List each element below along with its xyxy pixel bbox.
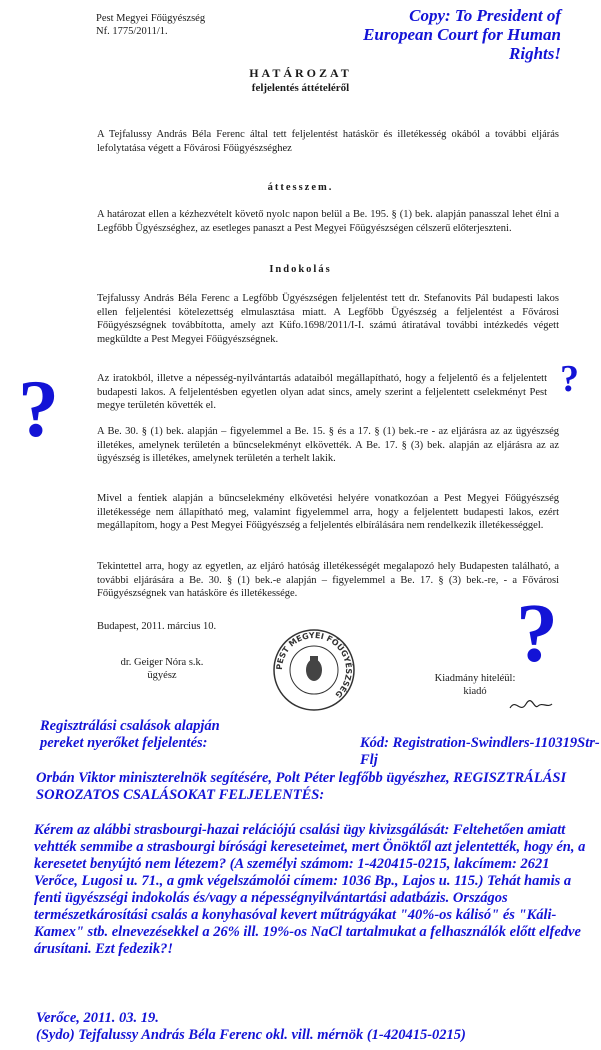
reference-number: Nf. 1775/2011/1. [96, 26, 168, 37]
blue-line2: pereket nyerőket feljelentés: [40, 735, 208, 751]
copy-note: Copy: To President of European Court for Human Rights! [363, 6, 561, 63]
question-mark-left: ? [18, 363, 59, 454]
blue-addressee: Orbán Viktor miniszterelnök segítésére, Polt Péter legfőbb ügyészhez, REGISZTRÁLÁSI SOROZATOS CSALÁSOKAT FELJELENTÉS: [36, 770, 567, 803]
stamp-text: PEST MEGYEI FŐÜGYÉSZSÉG [274, 630, 354, 700]
blue-body: Kérem az alábbi strasbourgi-hazai relációjú csalási ügy kivizsgálását: Feltehetően amiatt vehtték semmibe a strasbourgi bírósági kereseteimet, mert Önöktől azt jelentették, hogy én, a keresetet benyújtó nem létezem? (A személyi számom: 1-420415-0215, lakcímem: 2621 Verőce, Lugosi u. 71., a gmk végelszámolói címem: 1036 Bp., Lajos u. 115.) Tehát hamis a fenti ügyészségi indokolás és/vagy a népességnyilvántartási adatbázis. Országos természetkárosítási csalás a konyhasóval kevert műtrágyákat "40%-os kálisó" és "Káli-Kamex" stb. elnevezésekkel a 26% ill. 19%-os NaCl tartalmukat a felhasználók előtt elfedve árusítani. Ezt fedezik?! [34, 822, 586, 957]
org-name: Pest Megyei Főügyészség [96, 13, 206, 24]
blue-code: Kód: Registration-Swindlers-110319Str-Flj [360, 735, 600, 768]
section-indokolas: Indokolás [269, 264, 332, 275]
blue-line1: Regisztrálási csalások alapján [40, 718, 220, 734]
certified-line1: Kiadmány hiteléül: [434, 673, 516, 684]
appeal-paragraph: A határozat ellen a kézhezvételt követő nyolc napon belül a Be. 195. § (1) bek. alapján panasszal lehet élni a Legfőbb Ügyészséghez, az esetleges panaszt a Pest Megyei Főügyészségen célszerű előterjeszteni. [97, 209, 559, 234]
document-subtitle: feljelentés áttételéről [251, 82, 350, 94]
handwritten-signature [506, 694, 556, 716]
reason-paragraph-1: Tejfalussy András Béla Ferenc a Legfőbb Ügyészségen feljelentést tett dr. Stefanovits Pál budapesti lakos ellen feljelentési kötelezettség elmulasztása miatt. A Legfőbb Ügyészség a feljelentést a Fővárosi Főügyészségnek továbbította, amely azt Küfo.1698/2011/I-I. számú átiratával további intézkedés végett megküldte a Pest Megyei Főügyészségnek. [97, 293, 559, 345]
blue-place-date: Verőce, 2011. 03. 19. [36, 1010, 159, 1026]
document-title: HATÁROZAT [249, 66, 352, 80]
official-stamp [272, 628, 356, 712]
signer-role: ügyész [147, 670, 177, 681]
reason-paragraph-5: Tekintettel arra, hogy az egyetlen, az eljáró hatóság illetékességét megalapozó hely Budapesten található, a további eljárására a Be. 30. § (1) bek.-e alapján – figyelemmel a Be. 17. § (3) bek.-re, - a Fővárosi Főügyészségnek van hatásköre és illetékessége. [97, 561, 559, 599]
signer-name: dr. Geiger Nóra s.k. [120, 657, 204, 668]
certified-line2: kiadó [463, 686, 487, 697]
reason-paragraph-2: Az iratokból, illetve a népesség-nyilvántartás adataiból megállapítható, hogy a feljelentő és a feljelentett budapesti lakos. A feljelentésben egyetlen olyan adat sincs, amely szerint a feljelentett cselekményt Pest megye területén követték el. [97, 373, 547, 411]
intro-paragraph: A Tejfalussy András Béla Ferenc által tett feljelentést hatáskör és illetékesség okából a további eljárás lefolytatása végett a Fővárosi Főügyészséghez [97, 129, 559, 154]
issue-date: Budapest, 2011. március 10. [97, 621, 217, 632]
blue-signature: (Sydo) Tejfalussy András Béla Ferenc okl. vill. mérnök (1-420415-0215) [36, 1027, 466, 1043]
reason-paragraph-3: A Be. 30. § (1) bek. alapján – figyelemmel a Be. 15. § és a 17. § (1) bek.-re - az eljárásra az az ügyészség illetékes, amelynek területén a bűncselekményt elkövették. A Be. 17. § (3) bek. alapján az eljárásra az az ügyészség is illetékes, amelynek területén a terhelt lakik. [97, 426, 559, 464]
question-mark-right: ? [560, 358, 579, 400]
question-mark-bottom: ? [516, 587, 558, 680]
reason-paragraph-4: Mivel a fentiek alapján a bűncselekmény elkövetési helyére vonatkozóan a Pest Megyei Főügyészség illetékessége nem állapítható meg, valamint figyelemmel arra, hogy a feljelentett budapesti lakos, ezért megállapítom, hogy a Pest Megyei Főügyészség a feljelentés elbírálására nem rendelkezik illetékességgel. [97, 493, 559, 531]
signer-block [97, 656, 227, 682]
section-attesszem: áttesszem. [267, 182, 334, 193]
document-header [96, 12, 205, 38]
blue-heading [40, 718, 220, 752]
blue-footer [36, 1010, 596, 1044]
